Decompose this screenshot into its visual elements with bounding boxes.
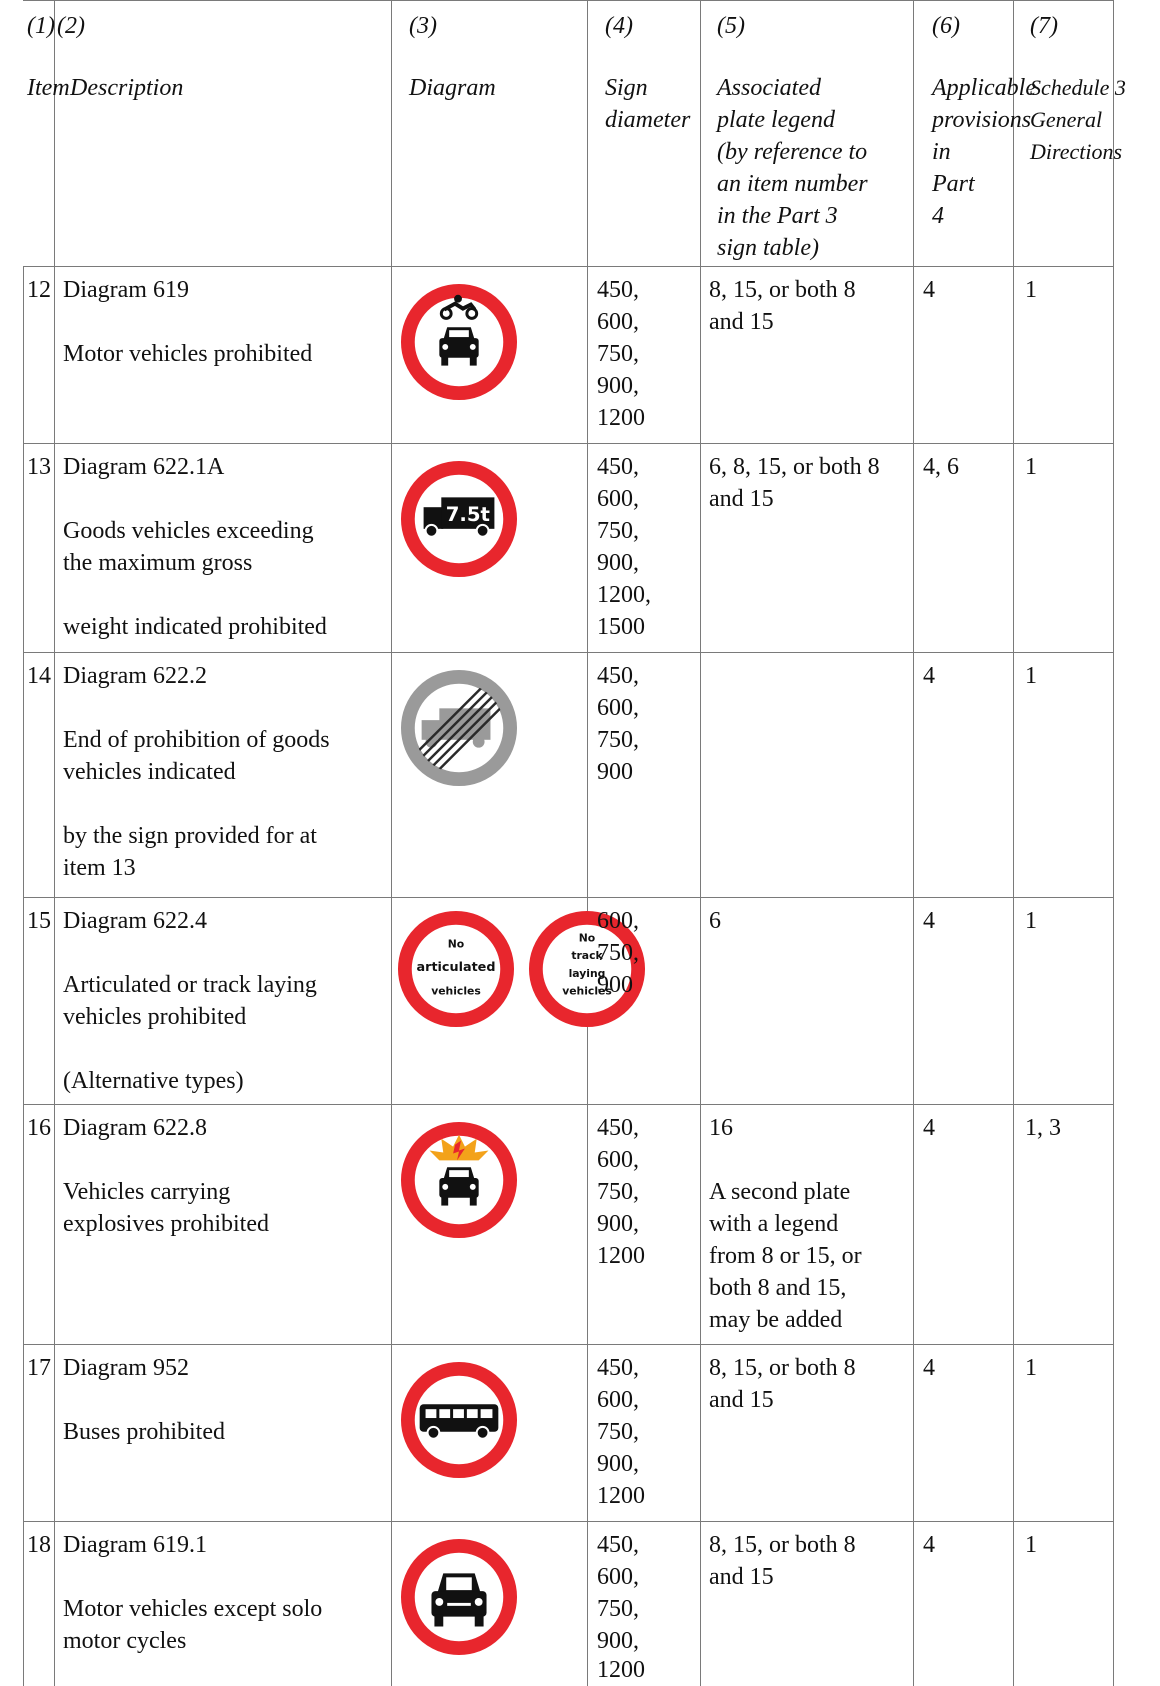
explosives-vehicle-prohibited-sign-icon (400, 1121, 518, 1239)
general-directions: 1 (1025, 454, 1037, 480)
diameter-value: 450, (597, 663, 639, 689)
description-line: (Alternative types) (63, 1068, 244, 1094)
rule (23, 266, 24, 1686)
diameter-value: 900, (597, 1628, 639, 1654)
sign-weight-text: 7.5t (445, 502, 490, 526)
diameter-value: 1500 (597, 614, 645, 640)
general-directions: 1 (1025, 277, 1037, 303)
end-of-goods-vehicle-prohibition-sign-icon (400, 669, 518, 787)
diameter-value: 750, (597, 1179, 639, 1205)
diameter-value: 450, (597, 454, 639, 480)
rule (23, 0, 1113, 1)
rule (23, 1104, 1113, 1105)
bus-prohibited-sign-icon (400, 1361, 518, 1479)
applicable-provisions: 4 (923, 908, 935, 934)
diameter-value: 1200 (597, 1657, 645, 1683)
diameter-value: 600, (597, 1147, 639, 1173)
header-item: Item (27, 75, 70, 101)
rule (23, 443, 1113, 444)
applicable-provisions: 4 (923, 277, 935, 303)
description-line: weight indicated prohibited (63, 614, 327, 640)
diagram-number: Diagram 619.1 (63, 1532, 207, 1558)
plate-legend-line: 8, 15, or both 8 (709, 1355, 856, 1381)
sign-text-line: vehicles (431, 984, 481, 998)
diameter-value: 600, (597, 1387, 639, 1413)
description-line: Vehicles carrying (63, 1179, 231, 1205)
diagram-number: Diagram 622.1A (63, 454, 225, 480)
sign-text-line: No (578, 931, 596, 945)
motorcycle-and-car-prohibited-sign-icon (400, 283, 518, 401)
header-applicable-line: provisions (932, 107, 1032, 133)
rule (23, 266, 1113, 267)
column-number-5: (5) (717, 13, 745, 39)
general-directions: 1 (1025, 1355, 1037, 1381)
header-plate-legend-line: (by reference to (717, 139, 868, 165)
plate-legend-line: may be added (709, 1307, 843, 1333)
description-line: Motor vehicles prohibited (63, 341, 313, 367)
description-line: item 13 (63, 855, 136, 881)
applicable-provisions: 4 (923, 663, 935, 689)
description-line: Buses prohibited (63, 1419, 225, 1445)
plate-legend-line: 6, 8, 15, or both 8 (709, 454, 880, 480)
diagram-number: Diagram 952 (63, 1355, 189, 1381)
plate-legend-line: with a legend (709, 1211, 839, 1237)
description-line: vehicles prohibited (63, 1004, 247, 1030)
rule (23, 1344, 1113, 1345)
rule (54, 0, 55, 1686)
no-articulated-vehicles-sign-icon (397, 910, 515, 1028)
header-plate-legend-line: Associated (717, 75, 821, 101)
plate-legend-line: and 15 (709, 486, 774, 512)
rule (700, 0, 701, 1686)
general-directions: 1, 3 (1025, 1115, 1061, 1141)
column-number-6: (6) (932, 13, 960, 39)
sign-text-line: articulated (416, 959, 496, 975)
rule (1113, 0, 1114, 1686)
goods-vehicle-weight-limit-sign-icon (400, 460, 518, 578)
item-number: 13 (27, 454, 51, 480)
diameter-value: 600, (597, 1564, 639, 1590)
item-number: 17 (27, 1355, 51, 1381)
description-line: the maximum gross (63, 550, 253, 576)
description-line: End of prohibition of goods (63, 727, 330, 753)
diameter-value: 600, (597, 309, 639, 335)
diameter-value: 900, (597, 550, 639, 576)
item-number: 14 (27, 663, 51, 689)
plate-legend-line: 16 (709, 1115, 733, 1141)
diameter-value: 450, (597, 1355, 639, 1381)
diameter-value: 750, (597, 940, 639, 966)
column-number-4: (4) (605, 13, 633, 39)
diagram-number: Diagram 619 (63, 277, 189, 303)
column-number-2: (2) (57, 13, 85, 39)
description-line: motor cycles (63, 1628, 187, 1654)
diameter-value: 750, (597, 341, 639, 367)
sign-text-line: vehicles (562, 984, 612, 998)
header-description: Description (70, 75, 184, 101)
diameter-value: 900, (597, 1451, 639, 1477)
diameter-value: 750, (597, 1596, 639, 1622)
rule (23, 897, 1113, 898)
header-schedule-line: General (1030, 107, 1103, 132)
description-line: Goods vehicles exceeding (63, 518, 314, 544)
rule (1013, 0, 1014, 1686)
description-line: vehicles indicated (63, 759, 236, 785)
applicable-provisions: 4 (923, 1115, 935, 1141)
diagram-number: Diagram 622.4 (63, 908, 207, 934)
diagram-number: Diagram 622.8 (63, 1115, 207, 1141)
plate-legend-line: both 8 and 15, (709, 1275, 847, 1301)
car-prohibited-sign-icon (400, 1538, 518, 1656)
diameter-value: 900, (597, 1211, 639, 1237)
item-number: 15 (27, 908, 51, 934)
header-applicable-line: Applicable (932, 75, 1036, 101)
diameter-value: 750, (597, 1419, 639, 1445)
header-applicable-line: 4 (932, 203, 944, 229)
diameter-value: 900 (597, 759, 633, 785)
description-line: explosives prohibited (63, 1211, 269, 1237)
header-schedule-line: Schedule 3 (1030, 75, 1126, 100)
plate-legend-line: 6 (709, 908, 721, 934)
plate-legend-line: A second plate (709, 1179, 851, 1205)
diameter-value: 1200 (597, 1483, 645, 1509)
column-number-1: (1) (27, 13, 55, 39)
diameter-value: 450, (597, 1532, 639, 1558)
column-number-7: (7) (1030, 13, 1058, 39)
sign-text-line: No (447, 937, 465, 951)
description-line: Motor vehicles except solo (63, 1596, 323, 1622)
header-plate-legend-line: sign table) (717, 235, 819, 261)
applicable-provisions: 4, 6 (923, 454, 959, 480)
diameter-value: 750, (597, 727, 639, 753)
description-line: by the sign provided for at (63, 823, 317, 849)
rule (23, 652, 1113, 653)
sign-text-line: laying (568, 966, 606, 980)
item-number: 12 (27, 277, 51, 303)
rule (23, 1521, 1113, 1522)
sign-text-line: track (571, 949, 603, 963)
header-plate-legend-line: an item number (717, 171, 868, 197)
item-number: 18 (27, 1532, 51, 1558)
plate-legend-line: and 15 (709, 1564, 774, 1590)
diameter-value: 600, (597, 486, 639, 512)
diameter-value: 750, (597, 518, 639, 544)
rule (587, 0, 588, 1686)
header-schedule-line: Directions (1030, 139, 1123, 164)
column-number-3: (3) (409, 13, 437, 39)
diameter-value: 900, (597, 373, 639, 399)
header-applicable-line: Part (932, 171, 975, 197)
applicable-provisions: 4 (923, 1355, 935, 1381)
header-plate-legend-line: in the Part 3 (717, 203, 838, 229)
diameter-value: 1200 (597, 405, 645, 431)
diameter-value: 1200, (597, 582, 651, 608)
applicable-provisions: 4 (923, 1532, 935, 1558)
diameter-value: 450, (597, 1115, 639, 1141)
plate-legend-line: 8, 15, or both 8 (709, 277, 856, 303)
plate-legend-line: from 8 or 15, or (709, 1243, 862, 1269)
header-sign-diameter-line: Sign (605, 75, 648, 101)
general-directions: 1 (1025, 1532, 1037, 1558)
header-sign-diameter-line: diameter (605, 107, 691, 133)
diagram-number: Diagram 622.2 (63, 663, 207, 689)
rule (913, 0, 914, 1686)
header-diagram: Diagram (409, 75, 496, 101)
general-directions: 1 (1025, 663, 1037, 689)
diameter-value: 450, (597, 277, 639, 303)
item-number: 16 (27, 1115, 51, 1141)
plate-legend-line: 8, 15, or both 8 (709, 1532, 856, 1558)
diameter-value: 600, (597, 908, 639, 934)
diameter-value: 600, (597, 695, 639, 721)
header-plate-legend-line: plate legend (717, 107, 835, 133)
plate-legend-line: and 15 (709, 1387, 774, 1413)
rule (391, 0, 392, 1686)
general-directions: 1 (1025, 908, 1037, 934)
diameter-value: 900 (597, 972, 633, 998)
plate-legend-line: and 15 (709, 309, 774, 335)
header-applicable-line: in (932, 139, 951, 165)
description-line: Articulated or track laying (63, 972, 317, 998)
diameter-value: 1200 (597, 1243, 645, 1269)
